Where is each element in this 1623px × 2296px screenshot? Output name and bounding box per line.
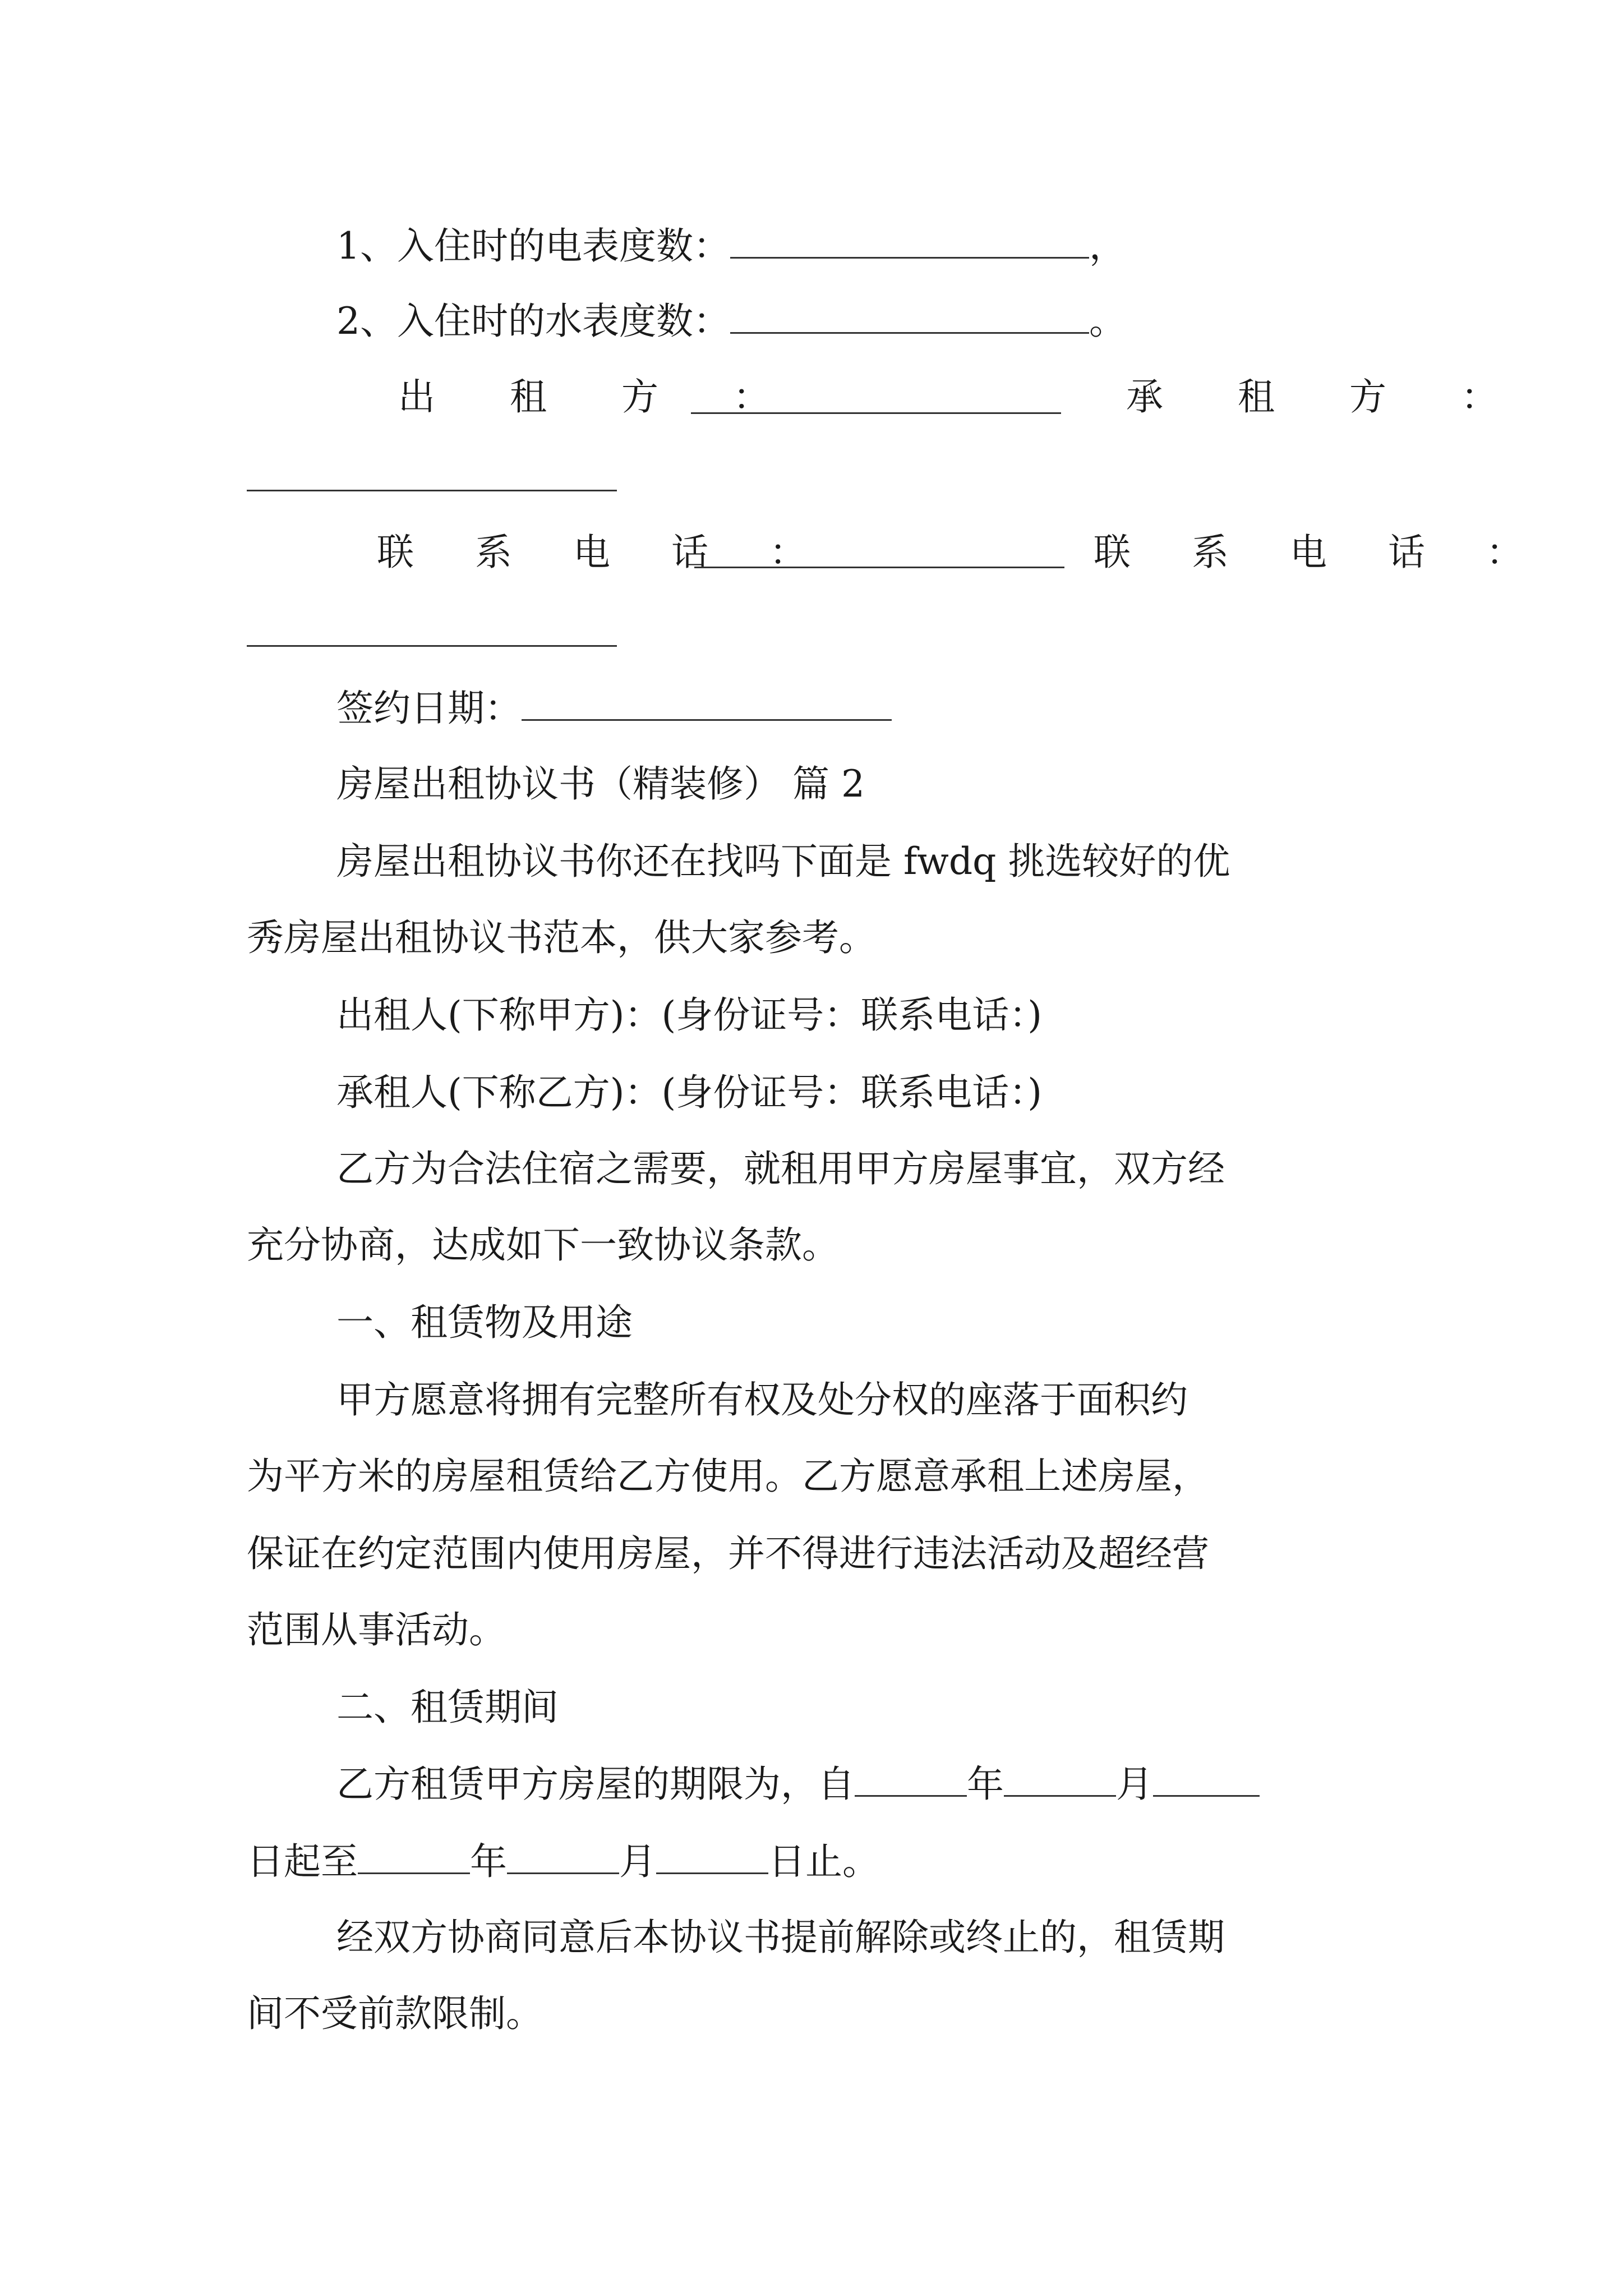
purpose-line-1: 乙方为合法住宿之需要，就租用甲方房屋事宜，双方经 xyxy=(336,1147,1225,1190)
signing-date-line xyxy=(336,685,892,730)
water-meter-line xyxy=(336,298,1126,343)
phone-blank-left xyxy=(694,567,1064,568)
tenant-blank xyxy=(247,490,617,491)
landlord-label: 出 租 方 ： xyxy=(398,375,801,418)
clause1-line-2: 为平方米的房屋租赁给乙方使用。乙方愿意承租上述房屋， xyxy=(247,1455,1209,1498)
intro-line-2: 秀房屋出租协议书范本，供大家参考。 xyxy=(247,916,876,959)
water-meter-blank xyxy=(730,298,1089,334)
party-b-line: 承租人(下称乙方)：(身份证号：联系电话：) xyxy=(336,1071,1042,1114)
start-month-label: 月 xyxy=(1116,1763,1153,1806)
electric-meter-blank xyxy=(730,223,1089,259)
heading-lease-term: 二、租赁期间 xyxy=(336,1686,559,1729)
phone-blank-right xyxy=(247,645,617,647)
intro-line-1: 房屋出租协议书你还在找吗下面是 fwdq 挑选较好的优 xyxy=(336,840,1230,883)
clause1-line-4: 范围从事活动。 xyxy=(247,1608,506,1651)
signing-date-label: 签约日期： xyxy=(336,687,522,730)
phone-label-right: 联 系 电 话 ： xyxy=(1094,531,1548,574)
water-meter-label: 2、入住时的水表度数： xyxy=(336,300,730,343)
water-meter-end: 。 xyxy=(1089,300,1126,343)
end-month-blank xyxy=(507,1839,619,1874)
start-day-blank xyxy=(1153,1761,1260,1797)
tenant-label: 承 租 方 ： xyxy=(1126,375,1529,418)
electric-meter-line xyxy=(336,223,1126,268)
start-month-blank xyxy=(1004,1761,1116,1797)
end-year-blank xyxy=(358,1839,470,1874)
party-a-line: 出租人(下称甲方)：(身份证号：联系电话：) xyxy=(336,993,1042,1037)
term-end-prefix: 日起至 xyxy=(247,1840,358,1883)
end-month-label: 月 xyxy=(619,1840,656,1883)
end-year-label: 年 xyxy=(470,1840,507,1883)
purpose-line-2: 充分协商，达成如下一致协议条款。 xyxy=(247,1223,839,1267)
clause2-line-2: 间不受前款限制。 xyxy=(247,1992,543,2035)
electric-meter-end: ， xyxy=(1089,224,1126,268)
term-start-prefix: 乙方租赁甲方房屋的期限为，自 xyxy=(336,1763,855,1806)
term-end-suffix: 日止。 xyxy=(768,1840,879,1883)
signing-date-blank xyxy=(522,685,892,721)
start-year-label: 年 xyxy=(967,1763,1004,1806)
term-line-2 xyxy=(247,1839,879,1884)
landlord-blank xyxy=(691,412,1061,414)
electric-meter-label: 1、入住时的电表度数： xyxy=(336,224,730,268)
clause1-line-3: 保证在约定范围内使用房屋，并不得进行违法活动及超经营 xyxy=(247,1532,1209,1575)
heading-lease-object: 一、租赁物及用途 xyxy=(336,1301,633,1344)
start-year-blank xyxy=(855,1761,967,1797)
clause2-line-1: 经双方协商同意后本协议书提前解除或终止的，租赁期 xyxy=(336,1916,1225,1959)
clause1-line-1: 甲方愿意将拥有完整所有权及处分权的座落于面积约 xyxy=(336,1378,1188,1421)
term-line-1 xyxy=(336,1761,1260,1806)
phone-label-left: 联 系 电 话 ： xyxy=(377,531,831,574)
section-title: 房屋出租协议书（精装修） 篇 2 xyxy=(336,762,865,806)
end-day-blank xyxy=(656,1839,768,1874)
